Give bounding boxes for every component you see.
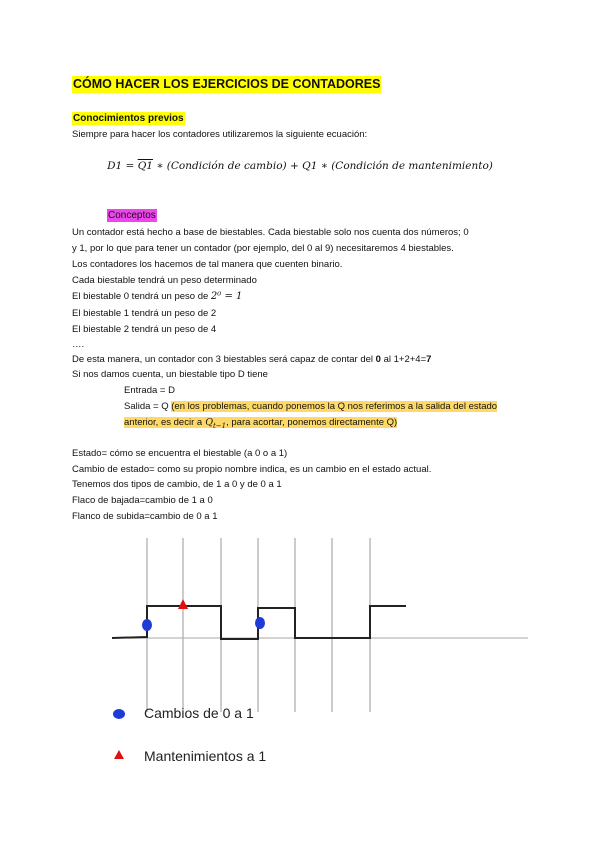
salida-math-sub: t−1 (212, 421, 227, 430)
biestable-0-line (72, 291, 242, 303)
cambio-estado-line: Cambio de estado= como su propio nombre indica, es un cambio en el estado actual. (72, 464, 432, 475)
count-text-a: De esta manera, un contador con 3 biestables será capaz de contar del (72, 354, 374, 365)
equation-lhs: D1 = (107, 160, 135, 172)
d-type-line: Si nos damos cuenta, un biestable tipo D tiene (72, 369, 268, 380)
legend-maintain-label: Mantenimientos a 1 (144, 748, 267, 764)
flanco-bajada-line: Flaco de bajada=cambio de 1 a 0 (72, 495, 213, 506)
count-line (72, 354, 431, 366)
paragraph-line: Los contadores los hacemos de tal manera que cuenten binario. (72, 259, 343, 270)
flanco-subida-line: Flanco de subida=cambio de 0 a 1 (72, 511, 218, 522)
salida-line (124, 401, 497, 413)
biestable-0-text: El biestable 0 tendrá un peso de (72, 291, 209, 302)
count-text-b: al 1+2+4= (383, 354, 427, 365)
estado-line: Estado= cómo se encuentra el biestable (a 0 o a 1) (72, 448, 288, 459)
timing-diagram (0, 530, 600, 770)
paragraph-line: Un contador está hecho a base de biestables. Cada biestable solo nos cuenta dos números; 0 (72, 227, 469, 238)
intro-paragraph: Siempre para hacer los contadores utilizaremos la siguiente ecuación: (72, 129, 368, 140)
equation-q1-bar: Q1 (137, 160, 153, 172)
tipos-cambio-line: Tenemos dos tipos de cambio, de 1 a 0 y de 0 a 1 (72, 479, 282, 490)
paragraph-line: Cada biestable tendrá un peso determinado (72, 275, 257, 286)
change-0-to-1-marker (255, 617, 265, 629)
salida-prefix: Salida = Q (124, 401, 169, 412)
maintain-at-1-marker (178, 599, 188, 609)
count-seven: 7 (426, 354, 432, 365)
paragraph-line: y 1, por lo que para tener un contador (por ejemplo, del 0 al 9) necesitaremos 4 biestables. (72, 243, 454, 254)
biestable-2-line: El biestable 2 tendrá un peso de 4 (72, 324, 217, 335)
equation-rest: ∗ (Condición de cambio) + Q1 ∗ (Condición de mantenimiento) (156, 160, 493, 172)
salida-note-2b: , para acortar, ponemos directamente Q) (226, 417, 398, 428)
legend-dot-icon (113, 709, 125, 719)
salida-note-1: (en los problemas, cuando ponemos la Q nos referimos a la salida del estado (171, 401, 498, 412)
salida-math-q: Q (205, 417, 213, 428)
section-heading-conceptos: Conceptos (108, 210, 156, 221)
salida-note-2a: anterior, es decir a (124, 417, 203, 428)
change-0-to-1-marker (142, 619, 152, 631)
page-title: CÓMO HACER LOS EJERCICIOS DE CONTADORES (73, 77, 381, 91)
count-zero: 0 (375, 354, 381, 365)
salida-note-line-2 (124, 417, 397, 432)
legend-triangle-icon (114, 750, 124, 759)
equation (0, 160, 600, 172)
biestable-1-line: El biestable 1 tendrá un peso de 2 (72, 308, 217, 319)
section-heading-conocimientos: Conocimientos previos (73, 113, 184, 124)
legend-changes-label: Cambios de 0 a 1 (144, 705, 254, 721)
ellipsis-line: …. (72, 339, 85, 350)
biestable-0-math: 2⁰ = 1 (210, 291, 243, 302)
entrada-line: Entrada = D (124, 385, 175, 396)
